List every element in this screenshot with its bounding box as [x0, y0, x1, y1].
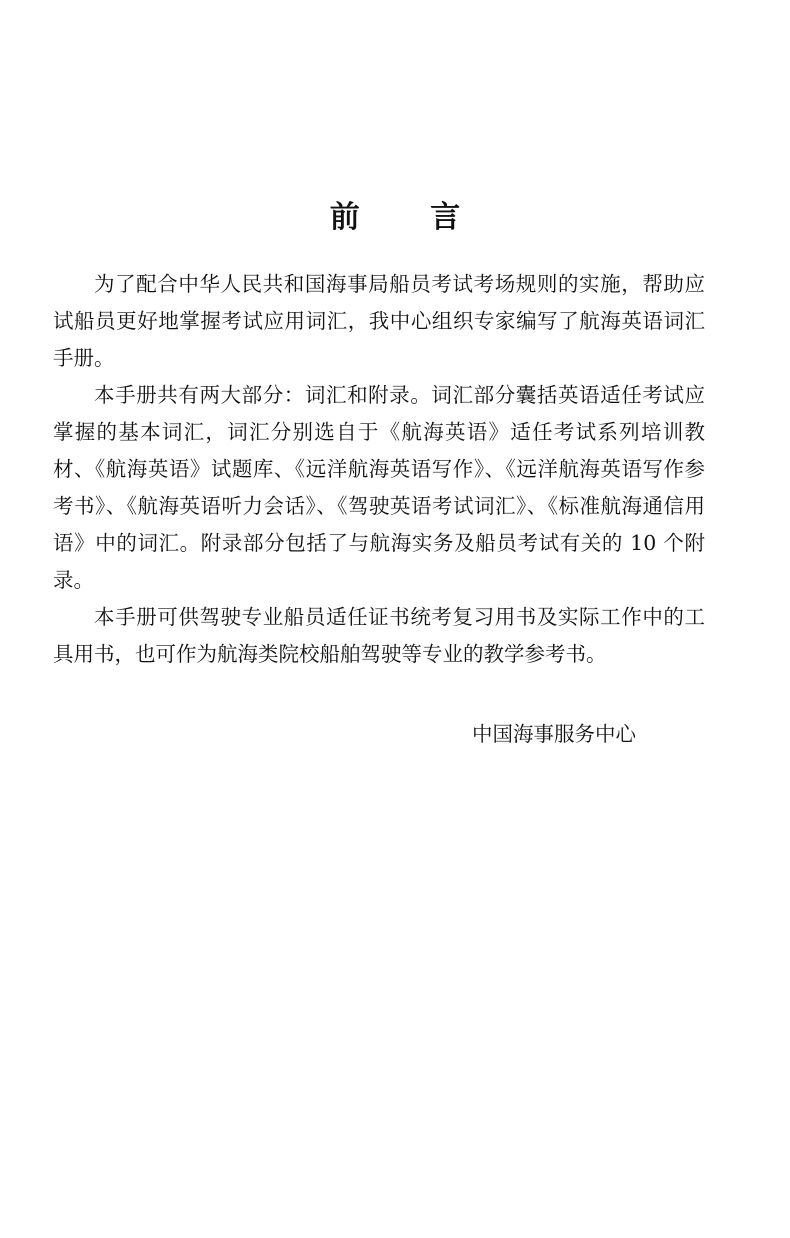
paragraph-3: 本手册可供驾驶专业船员适任证书统考复习用书及实际工作中的工具用书，也可作为航海类院校船舶驾驶等专业的教学参考书。: [53, 605, 705, 666]
paragraph-2: 本手册共有两大部分：词汇和附录。词汇部分囊括英语适任考试应掌握的基本词汇，词汇分别选自于《航海英语》适任考试系列培训教材、《航海英语》试题库、《远洋航海英语写作》、《远洋航海英语写作参考书》、《航海英语听力会话》、《驾驶英语考试词汇》、《标准航海通信用语》中的词汇。附录部分包括了与航海实务及船员考试有关的 10 个附录。: [53, 383, 705, 592]
preface-body: [53, 266, 705, 673]
signature: 中国海事服务中心: [472, 722, 636, 746]
paragraph-1: 为了配合中华人民共和国海事局船员考试考场规则的实施，帮助应试船员更好地掌握考试应用词汇，我中心组织专家编写了航海英语词汇手册。: [53, 272, 705, 370]
page-title: 前 言: [329, 200, 491, 235]
